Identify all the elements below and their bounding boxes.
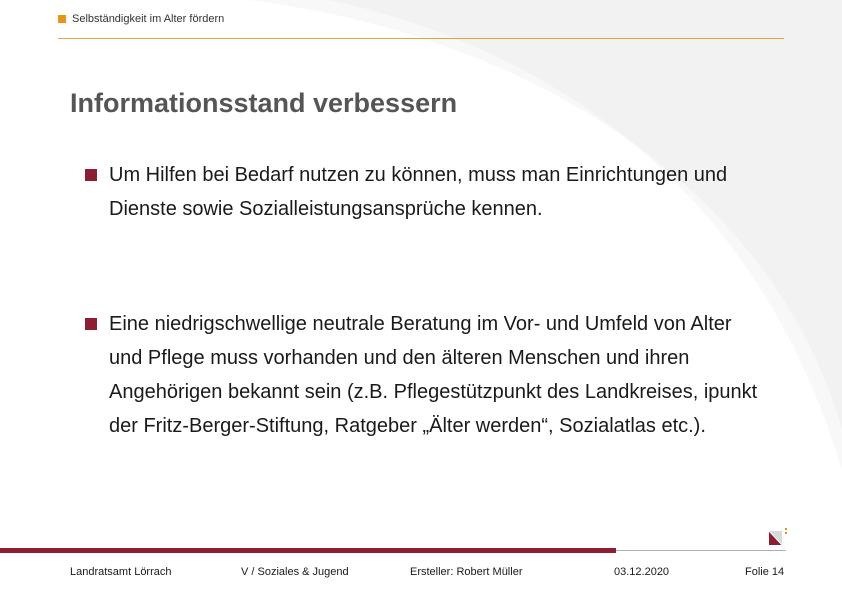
footer-divider [616, 550, 786, 551]
header-text: Selbständigkeit im Alter fördern [72, 13, 225, 25]
footer-department: V / Soziales & Jugend [241, 566, 349, 578]
footer-author: Ersteller: Robert Müller [410, 566, 523, 578]
slide-title: Informationsstand verbessern [70, 88, 458, 118]
landkreis-logo-icon [768, 528, 788, 548]
header-marker-icon [58, 15, 66, 23]
footer-date: 03.12.2020 [614, 566, 670, 578]
bullet-text: Um Hilfen bei Bedarf nutzen zu können, muss man Einrichtungen und Dienste sowie Sozialleistungsansprüche kennen. [109, 164, 728, 220]
footer-slide-number: Folie 14 [745, 566, 785, 578]
bullet-square-icon [85, 318, 97, 330]
header-divider [58, 38, 784, 39]
slide-header [58, 13, 224, 25]
bullet-item [85, 162, 769, 226]
footer-accent-bar [0, 548, 616, 553]
bullet-square-icon [85, 169, 97, 181]
footer-organization: Landratsamt Lörrach [70, 566, 172, 578]
bullet-text: Eine niedrigschwellige neutrale Beratung im Vor- und Umfeld von Alter und Pflege muss vorhanden und den älteren Menschen und ihren Angehörigen bekannt sein (z.B. Pflegestützpunkt des Landkreises, ipunkt der Fritz-Berger-Stiftung, Ratgeber „Älter werden“, Sozialatlas etc.). [109, 313, 758, 437]
bullet-item [85, 311, 769, 443]
